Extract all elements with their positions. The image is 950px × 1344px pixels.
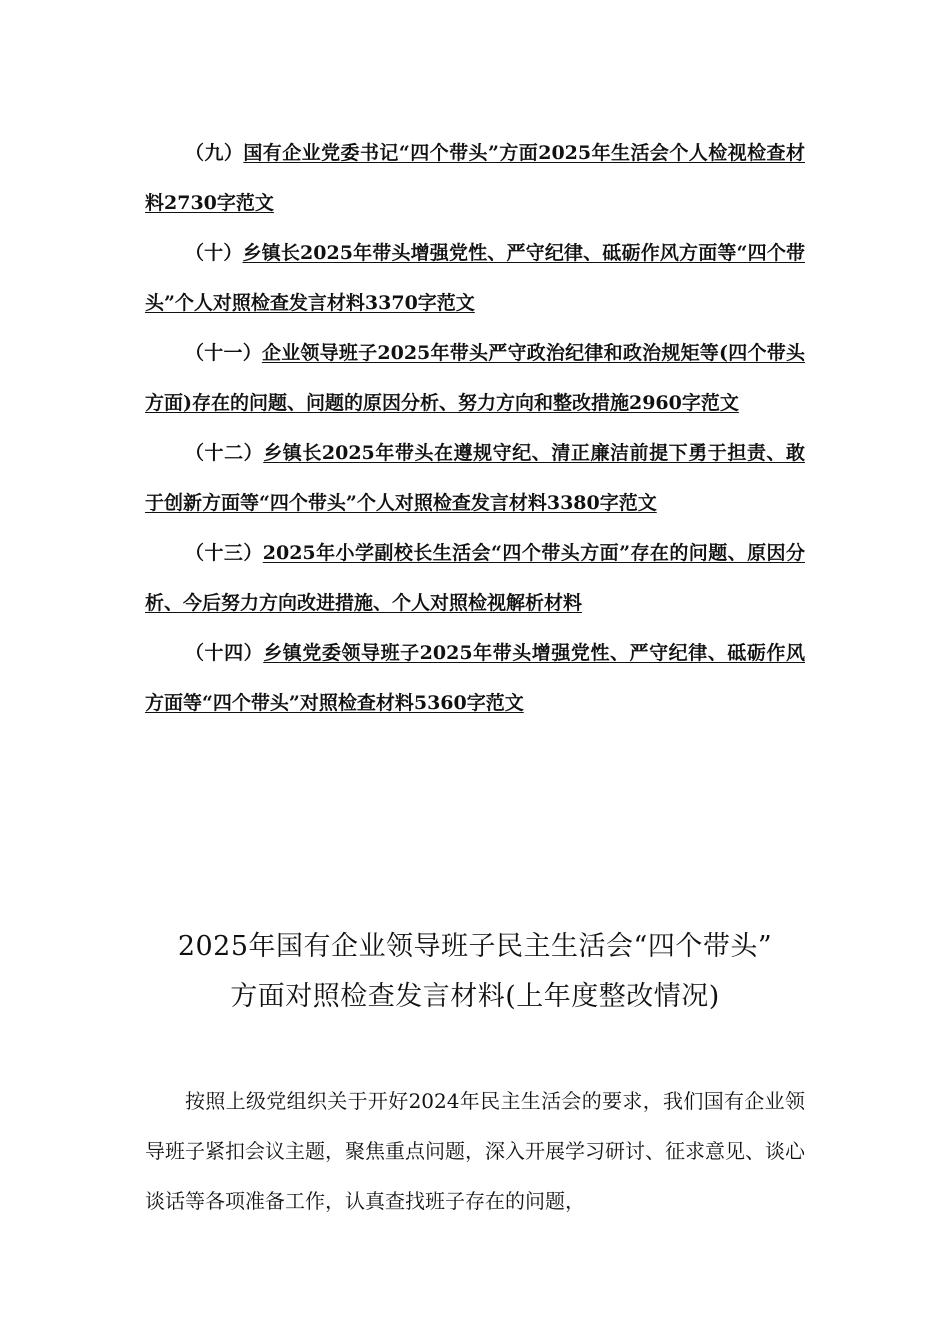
toc-item[interactable]: [145, 328, 805, 428]
toc-item-number: （十二）: [185, 442, 264, 464]
toc-item[interactable]: [145, 428, 805, 528]
document-title-line-1: 2025年国有企业领导班子民主生活会“四个带头”: [177, 931, 773, 962]
toc-item[interactable]: [145, 228, 805, 328]
toc-item-link[interactable]: 企业领导班子2025年带头严守政治纪律和政治规矩等(四个带头方面)存在的问题、问题的原因分析、努力方向和整改措施2960字范文: [145, 342, 805, 414]
toc-item[interactable]: [145, 628, 805, 728]
body-paragraph: 按照上级党组织关于开好2024年民主生活会的要求，我们国有企业领导班子紧扣会议主题，聚焦重点问题，深入开展学习研讨、征求意见、谈心谈话等各项准备工作，认真查找班子存在的问题，: [145, 1089, 805, 1213]
toc-item-link[interactable]: 乡镇党委领导班子2025年带头增强党性、严守纪律、砥砺作风方面等“四个带头”对照检查材料5360字范文: [145, 642, 805, 714]
toc-item-link[interactable]: 乡镇长2025年带头增强党性、严守纪律、砥砺作风方面等“四个带头”个人对照检查发言材料3370字范文: [145, 242, 805, 314]
table-of-contents: [145, 128, 805, 728]
toc-item-number: （十三）: [185, 542, 263, 564]
toc-item[interactable]: [145, 528, 805, 628]
toc-item-link[interactable]: 2025年小学副校长生活会“四个带头方面”存在的问题、原因分析、今后努力方向改进措施、个人对照检视解析材料: [145, 542, 805, 614]
toc-item-number: （九）: [185, 142, 244, 164]
toc-item-number: （十）: [185, 242, 243, 264]
toc-item[interactable]: [145, 128, 805, 228]
document-title: [120, 922, 830, 1022]
toc-item-link[interactable]: 国有企业党委书记“四个带头”方面2025年生活会个人检视检查材料2730字范文: [145, 142, 805, 214]
document-title-line-2: 方面对照检查发言材料(上年度整改情况): [230, 981, 720, 1012]
toc-item-number: （十一）: [185, 342, 262, 364]
toc-item-link[interactable]: 乡镇长2025年带头在遵规守纪、清正廉洁前提下勇于担责、敢于创新方面等“四个带头”个人对照检查发言材料3380字范文: [145, 442, 805, 514]
toc-item-number: （十四）: [185, 642, 264, 664]
